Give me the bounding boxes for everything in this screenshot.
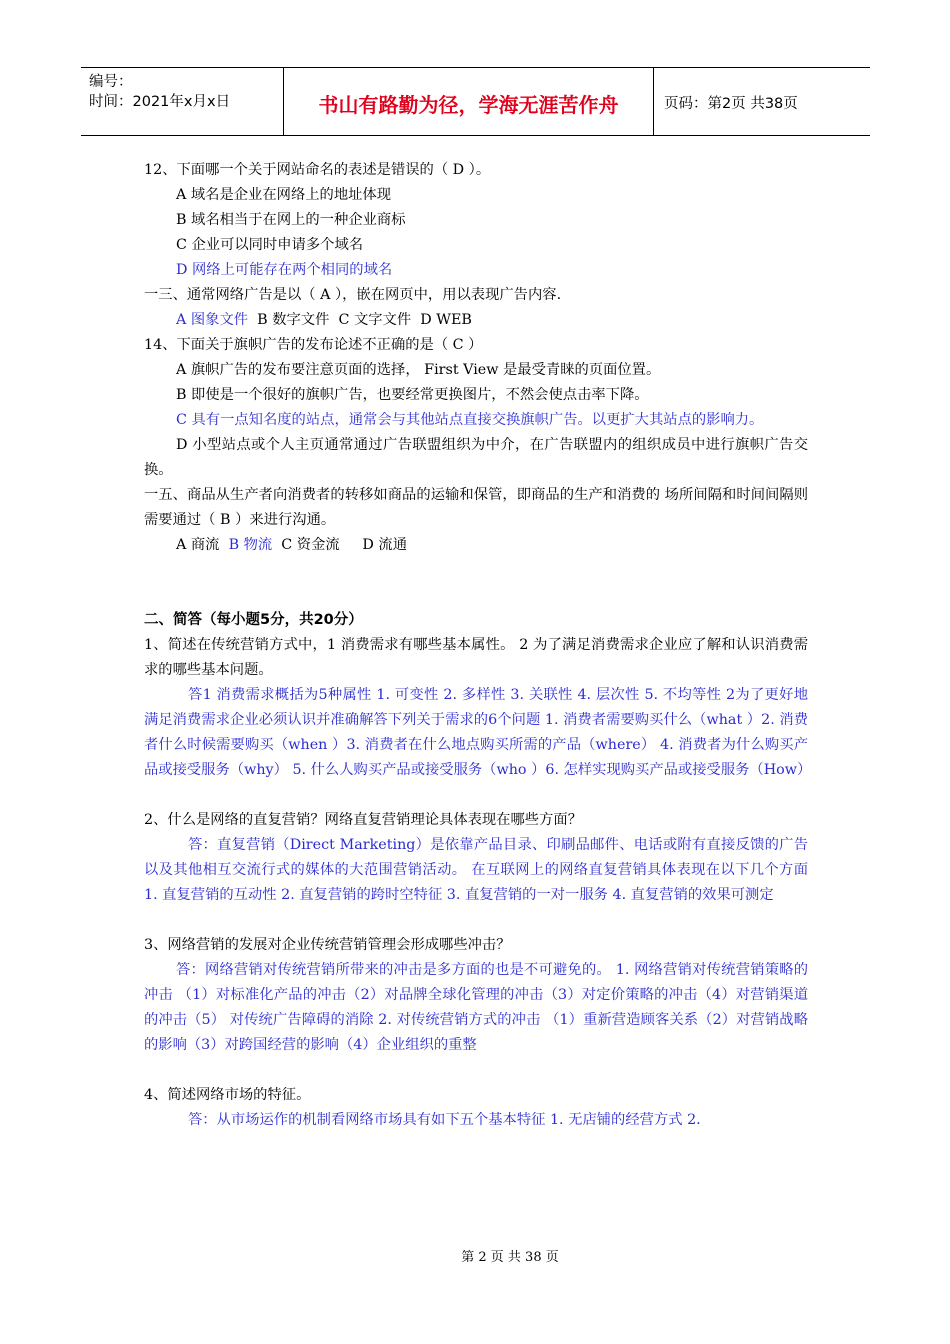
spacer	[144, 908, 808, 933]
spacer	[144, 783, 808, 808]
option-a: A 商流	[176, 537, 229, 553]
document-number-label: 编号：	[89, 74, 133, 90]
other-options: B 数字文件 C 文字文件 D WEB	[248, 312, 472, 328]
document-body	[144, 158, 812, 1133]
short-answer-answer-1: 答1 消费需求概括为5种属性 1. 可变性 2. 多样性 3. 关联性 4. 层次性 5. 不均等性 2为了更好地满足消费需求企业必须认识并准确解答下列关于需求的6个问题 1. 消费者需要购买什么（what ）2. 消费者什么时候需要购买（when ）3. 消费者在什么地点购买所需的产品（where） 4. 消费者为什么购买产品或接受服务（why） 5. 什么人购买产品或接受服务（who ）6. 怎样实现购买产品或接受服务（How）	[144, 687, 812, 778]
page-footer: 第 2 页 共 38 页	[461, 1250, 559, 1265]
option-a: A 旗帜广告的发布要注意页面的选择， First View 是最受青睐的页面位置。	[176, 362, 661, 378]
option-c-answer: C 具有一点知名度的站点，通常会与其他站点直接交换旗帜广告。以更扩大其站点的影响力。	[176, 412, 764, 428]
spacer	[144, 558, 808, 608]
short-answer-question-1: 1、简述在传统营销方式中，1 消费需求有哪些基本属性。 2 为了满足消费需求企业应了解和认识消费需求的哪些基本问题。	[144, 637, 808, 678]
question-13-options	[144, 308, 808, 333]
question-15: 一五、商品从生产者向消费者的转移如商品的运输和保管，即商品的生产和消费的 场所间隔和时间间隔则需要通过（ B ）来进行沟通。	[144, 487, 808, 528]
option-d: D 小型站点或个人主页通常通过广告联盟组织为中介，在广告联盟内的组织成员中进行旗帜广告交换。	[144, 437, 808, 478]
short-answer-question-2: 2、什么是网络的直复营销？网络直复营销理论具体表现在哪些方面？	[144, 812, 582, 828]
option-a-answer: A 图象文件	[176, 312, 249, 328]
option-b: B 域名相当于在网上的一种企业商标	[176, 212, 406, 228]
short-answer-answer-3: 答：网络营销对传统营销所带来的冲击是多方面的也是不可避免的。 1. 网络营销对传统营销策略的冲击 （1）对标准化产品的冲击（2）对品牌全球化管理的冲击（3）对定价策略的冲击（4）对营销渠道的冲击（5） 对传统广告障碍的消除 2. 对传统营销方式的冲击 （1）重新营造顾客关系（2）对营销战略的影响（3）对跨国经营的影响（4）企业组织的重整	[144, 962, 808, 1053]
option-d-answer: D 网络上可能存在两个相同的域名	[176, 262, 393, 278]
question-15-options	[144, 533, 808, 558]
question-12: 12、下面哪一个关于网站命名的表述是错误的（ D ）。	[144, 162, 491, 178]
spacer	[144, 1058, 808, 1083]
header-motto: 书山有路勤为径，学海无涯苦作舟	[284, 68, 654, 135]
short-answer-answer-4: 答：从市场运作的机制看网络市场具有如下五个基本特征 1. 无店铺的经营方式 2.	[188, 1112, 701, 1128]
short-answer-question-3: 3、网络营销的发展对企业传统营销管理会形成哪些冲击？	[144, 937, 511, 953]
question-13: 一三、通常网络广告是以（ A ），嵌在网页中，用以表现广告内容.	[144, 287, 562, 303]
page-header	[81, 67, 870, 136]
short-answer-question-4: 4、简述网络市场的特征。	[144, 1087, 311, 1103]
short-answer-answer-2: 答：直复营销（Direct Marketing）是依靠产品目录、印刷品邮件、电话或附有直接反馈的广告以及其他相互交流行式的媒体的大范围营销活动。 在互联网上的网络直复营销具体表现在以下几个方面 1. 直复营销的互动性 2. 直复营销的跨时空特征 3. 直复营销的一对一服务 4. 直复营销的效果可测定	[144, 837, 808, 903]
other-options: C 资金流 D 流通	[272, 537, 408, 553]
header-page-number: 页码：第2页 共38页	[664, 96, 798, 112]
option-a: A 域名是企业在网络上的地址体现	[176, 187, 392, 203]
option-b-answer: B 物流	[228, 537, 273, 553]
option-b: B 即使是一个很好的旗帜广告，也要经常更换图片，不然会使点击率下降。	[176, 387, 649, 403]
question-14: 14、下面关于旗帜广告的发布论述不正确的是（ C ）	[144, 337, 483, 353]
document-date-label: 时间：2021年x月x日	[89, 94, 231, 110]
section-heading: 二、简答（每小题5分，共20分）	[144, 612, 363, 628]
header-meta	[81, 68, 284, 135]
option-c: C 企业可以同时申请多个域名	[176, 237, 364, 253]
